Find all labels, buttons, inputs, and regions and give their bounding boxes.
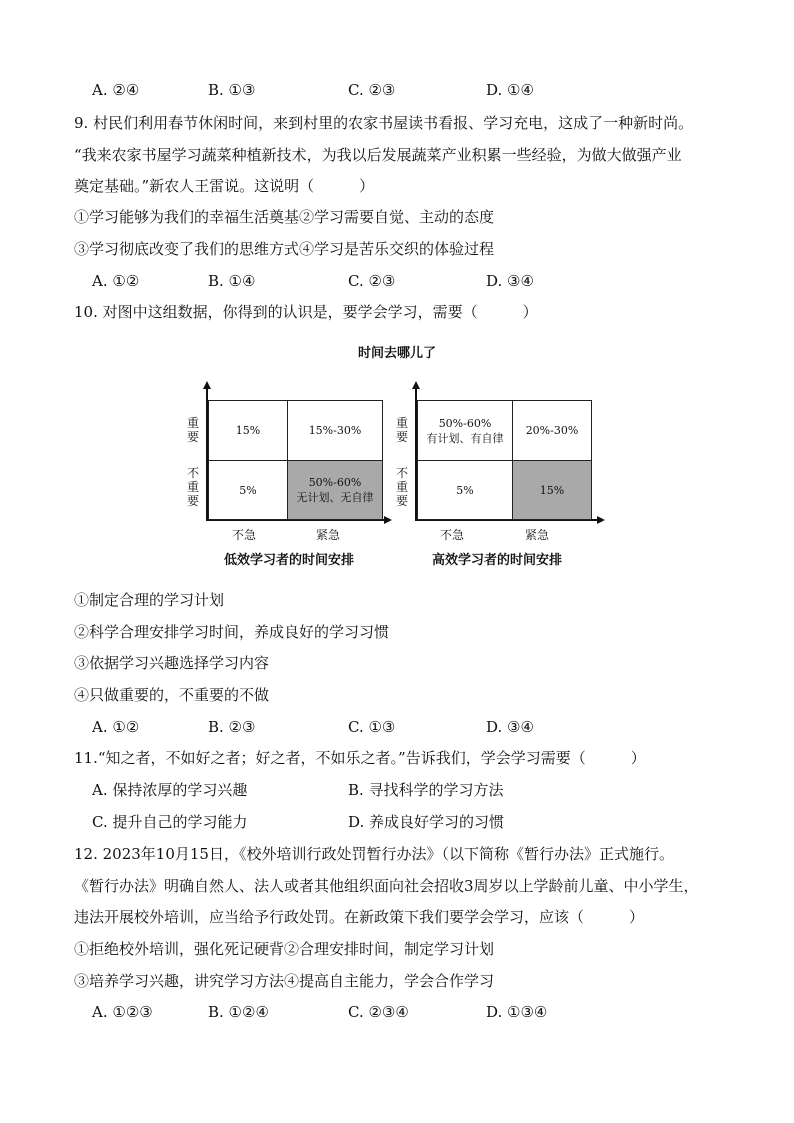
q9-statements-2: ③学习彻底改变了我们的思维方式④学习是苦乐交织的体验过程 [74,240,495,258]
cell-important-not-urgent [417,400,513,461]
cell-value: 50%-60% [438,416,492,430]
y-label-important: 重要 [186,416,199,444]
option-a: A. ①② [92,272,140,290]
option-c: C. ②③④ [348,1003,409,1021]
option-b: B. ①③ [208,81,256,99]
option-a: A. ①② [92,718,140,736]
x-label-urgent: 紧急 [316,528,341,542]
chart-title: 时间去哪儿了 [357,346,436,361]
y-label-unimportant: 不重要 [395,466,408,508]
q10-stem: 10. 对图中这组数据，你得到的认识是，要学会学习，需要（ ） [74,303,538,321]
option-c: C. ②③ [348,81,396,99]
q12-statements-2: ③培养学习兴趣，讲究学习方法④提高自主能力，学会合作学习 [74,972,495,990]
option-a: A. ①②③ [92,1003,153,1021]
x-label-not-urgent: 不急 [232,528,257,542]
y-label-important: 重要 [395,416,408,444]
cell-value: 50%-60% [308,476,362,489]
q9-stem-line2: “我来农家书屋学习蔬菜种植新技术，为我以后发展蔬菜产业积累一些经验，为做大做强产业 [74,146,682,164]
y-axis-arrow [412,381,420,389]
q12-stem-line3: 违法开展校外培训，应当给予行政处罚。在新政策下我们要学会学习，应该（ ） [74,908,645,926]
option-c: C. ②③ [348,272,396,290]
cell-note: 无计划、无自律 [296,491,374,504]
q11-stem: 11.“知之者，不如好之者；好之者，不如乐之者。”告诉我们，学会学习需要（ ） [74,749,646,767]
q9-statements-1: ①学习能够为我们的幸福生活奠基②学习需要自觉、主动的态度 [74,208,495,226]
cell-unimportant-urgent [287,460,383,520]
option-b: B. ②③ [208,718,256,736]
cell-important-urgent: 15%-30% [287,400,383,461]
y-label-unimportant: 不重要 [186,466,199,508]
cell-note: 有计划、有自律 [426,431,504,445]
option-d: D. ③④ [486,272,534,290]
option-a: A. 保持浓厚的学习兴趣 [92,781,248,799]
cell-unimportant-not-urgent: 5% [208,460,288,520]
x-label-urgent: 紧急 [525,528,550,542]
option-d: D. ③④ [486,718,534,736]
y-axis-arrow [203,381,211,389]
option-d: D. 养成良好学习的习惯 [348,813,505,831]
option-c: C. ①③ [348,718,396,736]
q10-statement-1: ①制定合理的学习计划 [74,591,225,609]
option-c: C. 提升自己的学习能力 [92,813,248,831]
cell-unimportant-not-urgent: 5% [417,460,513,520]
x-label-not-urgent: 不急 [440,528,465,542]
option-b: B. ①②④ [208,1003,269,1021]
q12-stem-line2: 《暂行办法》明确自然人、法人或者其他组织面向社会招收3周岁以上学龄前儿童、中小学生， [74,877,699,895]
cell-important-urgent: 20%-30% [512,400,592,461]
option-d: D. ①③④ [486,1003,548,1021]
option-d: D. ①④ [486,81,534,99]
q12-statements-1: ①拒绝校外培训，强化死记硬背②合理安排时间，制定学习计划 [74,940,495,958]
cell-important-not-urgent: 15% [208,400,288,461]
option-b: B. ①④ [208,272,256,290]
q10-statement-2: ②科学合理安排学习时间，养成良好的学习习惯 [74,623,390,641]
option-b: B. 寻找科学的学习方法 [348,781,504,799]
x-axis-arrow [384,516,392,524]
q10-statement-3: ③依据学习兴趣选择学习内容 [74,654,270,672]
cell-unimportant-urgent: 15% [512,460,592,520]
option-a: A. ②④ [92,81,140,99]
x-axis-arrow [597,516,605,524]
q9-stem-line3: 奠定基础。”新农人王雷说。这说明（ ） [74,177,375,195]
low-caption: 低效学习者的时间安排 [224,553,355,568]
high-caption: 高效学习者的时间安排 [432,553,563,568]
q12-stem-line1: 12. 2023年10月15日，《校外培训行政处罚暂行办法》（以下简称《暂行办法》正式施行。 [74,845,674,863]
q10-statement-4: ④只做重要的，不重要的不做 [74,686,270,704]
q9-stem-line1: 9. 村民们利用春节休闲时间，来到村里的农家书屋读书看报、学习充电，这成了一种新时尚。 [74,114,694,132]
